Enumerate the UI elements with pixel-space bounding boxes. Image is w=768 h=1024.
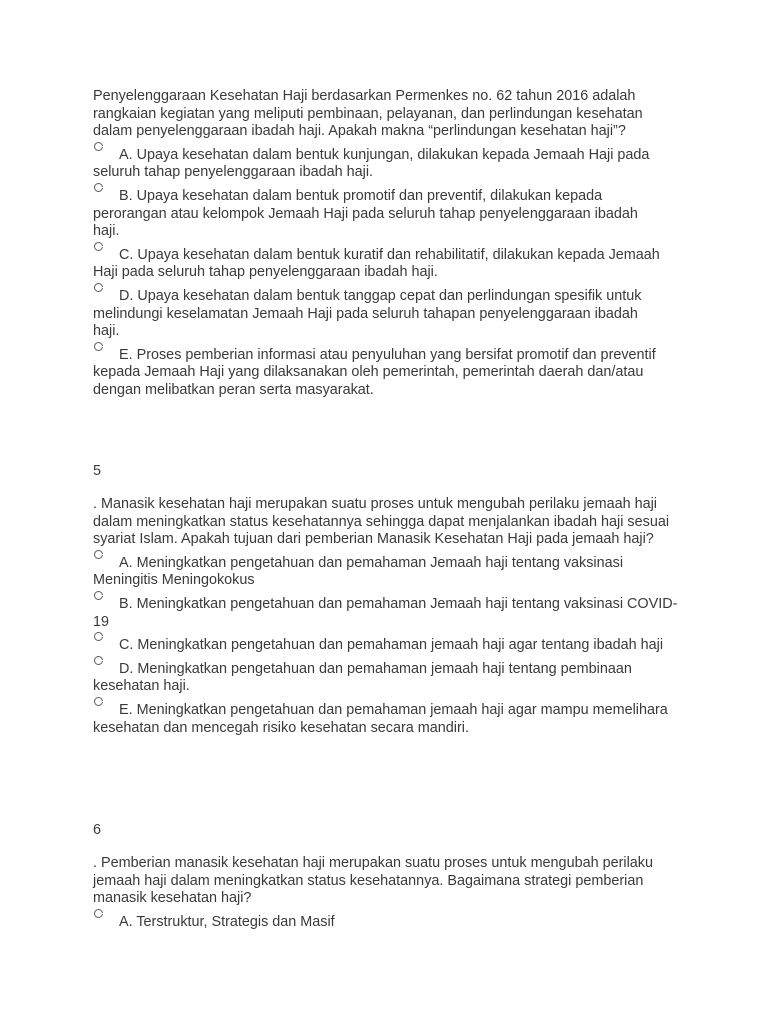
question-text: . Manasik kesehatan haji merupakan suatu proses untuk mengubah perilaku jemaah haji dalam meningkatkan status kesehatannya sehingga dapat menjalankan ibadah haji sesuai syariat Islam. Apakah tujuan dari pemberian Manasik Kesehatan Haji pada jemaah haji? — [93, 496, 670, 548]
option-c[interactable] — [93, 637, 678, 655]
question-number: 5 — [93, 463, 102, 479]
option-label: E. Meningkatkan pengetahuan dan pemahaman jemaah haji agar mampu memelihara kesehatan dan mencegah risiko kesehatan secara mandiri. — [93, 701, 668, 736]
question-block-3 — [93, 855, 678, 931]
radio-button-icon[interactable] — [94, 283, 103, 292]
option-label: A. Upaya kesehatan dalam bentuk kunjungan, dilakukan kepada Jemaah Haji pada seluruh tahap penyelenggaraan ibadah haji. — [93, 146, 650, 181]
radio-button-icon[interactable] — [94, 697, 103, 706]
option-b[interactable] — [93, 596, 678, 631]
question-text: . Pemberian manasik kesehatan haji merupakan suatu proses untuk mengubah perilaku jemaah haji dalam meningkatkan status kesehatannya. Bagaimana strategi pemberian manasik kesehatan haji? — [93, 855, 653, 907]
option-a[interactable] — [93, 555, 678, 590]
option-label: A. Terstruktur, Strategis dan Masif — [119, 913, 335, 930]
question-number: 6 — [93, 822, 102, 838]
question-text: Penyelenggaraan Kesehatan Haji berdasarkan Permenkes no. 62 tahun 2016 adalah rangkaian kegiatan yang meliputi pembinaan, pelayanan, dan perlindungan kesehatan dalam penyelenggaraan ibadah haji. Apakah makna “perlindungan kesehatan haji”? — [93, 88, 643, 140]
option-label: C. Upaya kesehatan dalam bentuk kuratif dan rehabilitatif, dilakukan kepada Jemaah Haji pada seluruh tahap penyelenggaraan ibadah haji. — [93, 246, 660, 281]
radio-button-icon[interactable] — [94, 183, 103, 192]
option-b[interactable] — [93, 188, 663, 241]
option-d[interactable] — [93, 661, 678, 696]
radio-button-icon[interactable] — [94, 142, 103, 151]
option-a[interactable] — [93, 147, 663, 182]
option-label: E. Proses pemberian informasi atau penyuluhan yang bersifat promotif dan preventif kepada Jemaah Haji yang dilaksanakan oleh pemerintah, pemerintah daerah dan/atau dengan melibatkan peran serta masyarakat. — [93, 346, 656, 398]
radio-button-icon[interactable] — [94, 550, 103, 559]
option-e[interactable] — [93, 702, 678, 737]
radio-button-icon[interactable] — [94, 242, 103, 251]
option-e[interactable] — [93, 347, 663, 400]
option-d[interactable] — [93, 288, 663, 341]
option-a[interactable] — [93, 914, 678, 932]
option-label: C. Meningkatkan pengetahuan dan pemahaman jemaah haji agar tentang ibadah haji — [119, 637, 664, 654]
option-label: A. Meningkatkan pengetahuan dan pemahaman Jemaah haji tentang vaksinasi Meningitis Meningokokus — [93, 554, 624, 589]
radio-button-icon[interactable] — [94, 909, 103, 918]
question-block-1 — [93, 88, 663, 400]
option-label: D. Upaya kesehatan dalam bentuk tanggap cepat dan perlindungan spesifik untuk melindungi keselamatan Jemaah Haji pada seluruh tahapan penyelenggaraan ibadah haji. — [93, 287, 642, 340]
radio-button-icon[interactable] — [94, 591, 103, 600]
radio-button-icon[interactable] — [94, 656, 103, 665]
option-label: D. Meningkatkan pengetahuan dan pemahaman jemaah haji tentang pembinaan kesehatan haji. — [93, 660, 632, 695]
question-block-2 — [93, 496, 678, 737]
option-c[interactable] — [93, 247, 663, 282]
option-label: B. Meningkatkan pengetahuan dan pemahaman Jemaah haji tentang vaksinasi COVID-19 — [93, 595, 678, 630]
radio-button-icon[interactable] — [94, 342, 103, 351]
option-label: B. Upaya kesehatan dalam bentuk promotif dan preventif, dilakukan kepada perorangan atau kelompok Jemaah Haji pada seluruh tahap penyelenggaraan ibadah haji. — [93, 187, 638, 240]
